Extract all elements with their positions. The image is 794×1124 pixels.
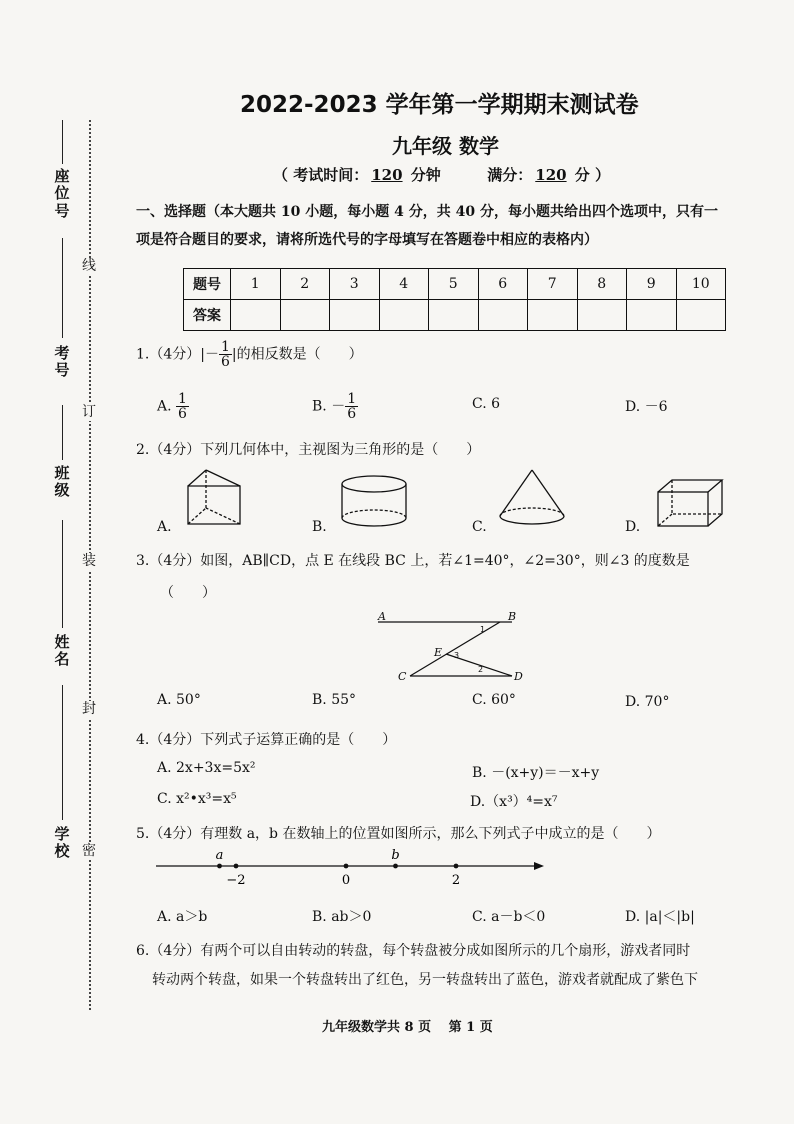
q1-option-c[interactable]: C. 6	[472, 396, 501, 412]
answer-table	[183, 268, 726, 331]
section1-intro-line1: 一、选择题（本大题共 10 小题，每小题 4 分，共 40 分，每小题共给出四个选项中，只有一	[136, 204, 718, 220]
number-line-point	[393, 864, 398, 869]
number-line-label: b	[391, 848, 400, 863]
fig-label-c: C	[398, 670, 407, 683]
angle-label-1: 1	[480, 625, 486, 634]
answer-header: 答案	[184, 300, 231, 331]
answer-table-number-row	[184, 269, 726, 300]
q1-option-b[interactable]	[312, 392, 358, 421]
answer-table-answer-row	[184, 300, 726, 331]
class-label: 班级	[54, 464, 70, 500]
seal-mark-seal: 封	[82, 701, 96, 717]
q1-option-d[interactable]: D. －6	[625, 399, 668, 415]
q3-paren: （ ）	[160, 585, 216, 601]
number-line-point	[234, 864, 239, 869]
q3-option-b[interactable]: B. 55°	[312, 692, 357, 708]
school-label: 学校	[54, 825, 70, 861]
number-line-label: a	[215, 848, 224, 863]
q2-option-a-label[interactable]: A.	[157, 519, 172, 535]
fig-label-a: A	[378, 610, 386, 623]
number-line-label: −2	[226, 873, 246, 888]
answer-cell-5[interactable]	[429, 300, 479, 331]
answer-cell-8[interactable]	[577, 300, 627, 331]
answer-cell-4[interactable]	[379, 300, 429, 331]
answer-cell-1[interactable]	[231, 300, 281, 331]
q4-option-c[interactable]: C. x²•x³=x⁵	[157, 791, 237, 807]
number-line-point	[344, 864, 349, 869]
time-value: 120	[371, 166, 403, 184]
name-label: 姓名	[54, 633, 70, 669]
time-label: （ 考试时间：	[273, 166, 369, 184]
answer-cell-6[interactable]	[478, 300, 528, 331]
q1-option-a-den: 6	[178, 406, 187, 422]
parallel-lines-figure	[372, 610, 532, 688]
fig-label-b: B	[508, 610, 517, 623]
seat-number-label: 座位号	[54, 167, 70, 220]
time-unit: 分钟	[405, 166, 441, 184]
name-line[interactable]	[62, 520, 63, 628]
q6-line2: 转动两个转盘，如果一个转盘转出了红色，另一转盘转出了蓝色，游戏者就配成了紫色下	[152, 972, 698, 988]
score-label: 满分：	[487, 166, 533, 184]
number-cell: 10	[676, 269, 726, 300]
number-line-point	[217, 864, 222, 869]
exam-title: 2022-2023 学年第一学期期末测试卷	[240, 92, 639, 118]
answer-cell-3[interactable]	[330, 300, 380, 331]
exam-number-label: 考号	[54, 344, 70, 380]
q1-suffix: |的相反数是（ ）	[231, 346, 363, 363]
q2-option-b-label[interactable]: B.	[312, 519, 327, 535]
number-cell: 1	[231, 269, 281, 300]
angle-label-2: 2	[478, 665, 484, 674]
q1-option-b-fraction	[345, 392, 358, 421]
number-cell: 2	[280, 269, 330, 300]
q1-option-a-fraction	[176, 392, 189, 421]
q1-option-b-label: B. －	[312, 398, 346, 415]
number-cell: 9	[627, 269, 677, 300]
cylinder-figure	[337, 474, 411, 530]
seat-number-line[interactable]	[62, 120, 63, 164]
fig-label-e: E	[434, 646, 443, 659]
number-line-point	[454, 864, 459, 869]
q4-option-b[interactable]: B. －(x+y)＝－x+y	[472, 765, 600, 781]
seal-mark-pack: 装	[82, 553, 96, 569]
answer-cell-10[interactable]	[676, 300, 726, 331]
q5-stem: 5.（4分）有理数 a，b 在数轴上的位置如图所示，那么下列式子中成立的是（ ）	[136, 826, 661, 842]
page-footer: 九年级数学共 8 页 第 1 页	[322, 1020, 493, 1035]
number-line-label: 0	[341, 873, 351, 888]
q1-fraction	[219, 340, 232, 369]
q1-option-a-num: 1	[178, 391, 187, 407]
exam-subtitle: 九年级 数学	[392, 134, 499, 158]
number-cell: 4	[379, 269, 429, 300]
q3-option-d[interactable]: D. 70°	[625, 694, 670, 710]
q3-option-a[interactable]: A. 50°	[157, 692, 201, 708]
angle-label-3: 3	[454, 651, 460, 660]
seal-mark-bind: 订	[82, 404, 96, 420]
score-unit: 分 ）	[569, 166, 611, 184]
number-cell: 6	[478, 269, 528, 300]
q1-option-a-label: A.	[157, 398, 172, 415]
number-cell: 5	[429, 269, 479, 300]
seal-mark-secret: 密	[82, 843, 96, 859]
number-header: 题号	[184, 269, 231, 300]
q2-stem: 2.（4分）下列几何体中，主视图为三角形的是（ ）	[136, 442, 481, 458]
q3-stem: 3.（4分）如图，AB∥CD，点 E 在线段 BC 上，若∠1=40°，∠2=30°，则∠3 的度数是	[136, 553, 690, 569]
exam-number-line[interactable]	[62, 238, 63, 338]
fig-label-d: D	[514, 670, 523, 683]
q4-stem: 4.（4分）下列式子运算正确的是（ ）	[136, 732, 397, 748]
number-line-label: 2	[451, 873, 461, 888]
cube-figure	[652, 474, 726, 530]
q4-option-a[interactable]: A. 2x+3x=5x²	[157, 760, 256, 776]
number-cell: 8	[577, 269, 627, 300]
q2-option-d-label[interactable]: D.	[625, 519, 641, 535]
seal-mark-line: 线	[82, 258, 96, 274]
q5-option-d[interactable]: D. |a|＜|b|	[625, 909, 695, 925]
q4-option-d[interactable]: D.（x³）⁴=x⁷	[470, 794, 558, 810]
q1-option-b-num: 1	[347, 391, 357, 407]
number-cell: 3	[330, 269, 380, 300]
cone-figure	[494, 466, 570, 530]
q3-option-c[interactable]: C. 60°	[472, 692, 516, 708]
exam-info	[273, 164, 610, 185]
score-value: 120	[535, 166, 567, 184]
q1-frac-num: 1	[220, 339, 230, 355]
triangular-prism-figure	[180, 466, 250, 528]
q1-option-b-den: 6	[347, 406, 357, 422]
section1-intro-line2: 项是符合题目的要求，请将所选代号的字母填写在答题卷中相应的表格内）	[136, 232, 598, 248]
number-line-arrow	[534, 862, 544, 870]
q2-option-c-label[interactable]: C.	[472, 519, 487, 535]
q6-line1: 6.（4分）有两个可以自由转动的转盘，每个转盘被分成如图所示的几个扇形，游戏者同时	[136, 943, 691, 959]
number-line-figure	[150, 846, 550, 890]
q5-option-b[interactable]: B. ab＞0	[312, 909, 372, 925]
class-line[interactable]	[62, 405, 63, 460]
q1-prefix: 1.（4分）|－	[136, 346, 219, 363]
school-line[interactable]	[62, 685, 63, 820]
answer-cell-9[interactable]	[627, 300, 677, 331]
q1-frac-den: 6	[220, 354, 230, 370]
q1-option-a[interactable]	[157, 392, 189, 421]
q1-stem	[136, 340, 363, 369]
q5-option-a[interactable]: A. a＞b	[157, 909, 208, 925]
number-cell: 7	[528, 269, 578, 300]
answer-cell-7[interactable]	[528, 300, 578, 331]
q5-option-c[interactable]: C. a－b＜0	[472, 909, 546, 925]
answer-cell-2[interactable]	[280, 300, 330, 331]
